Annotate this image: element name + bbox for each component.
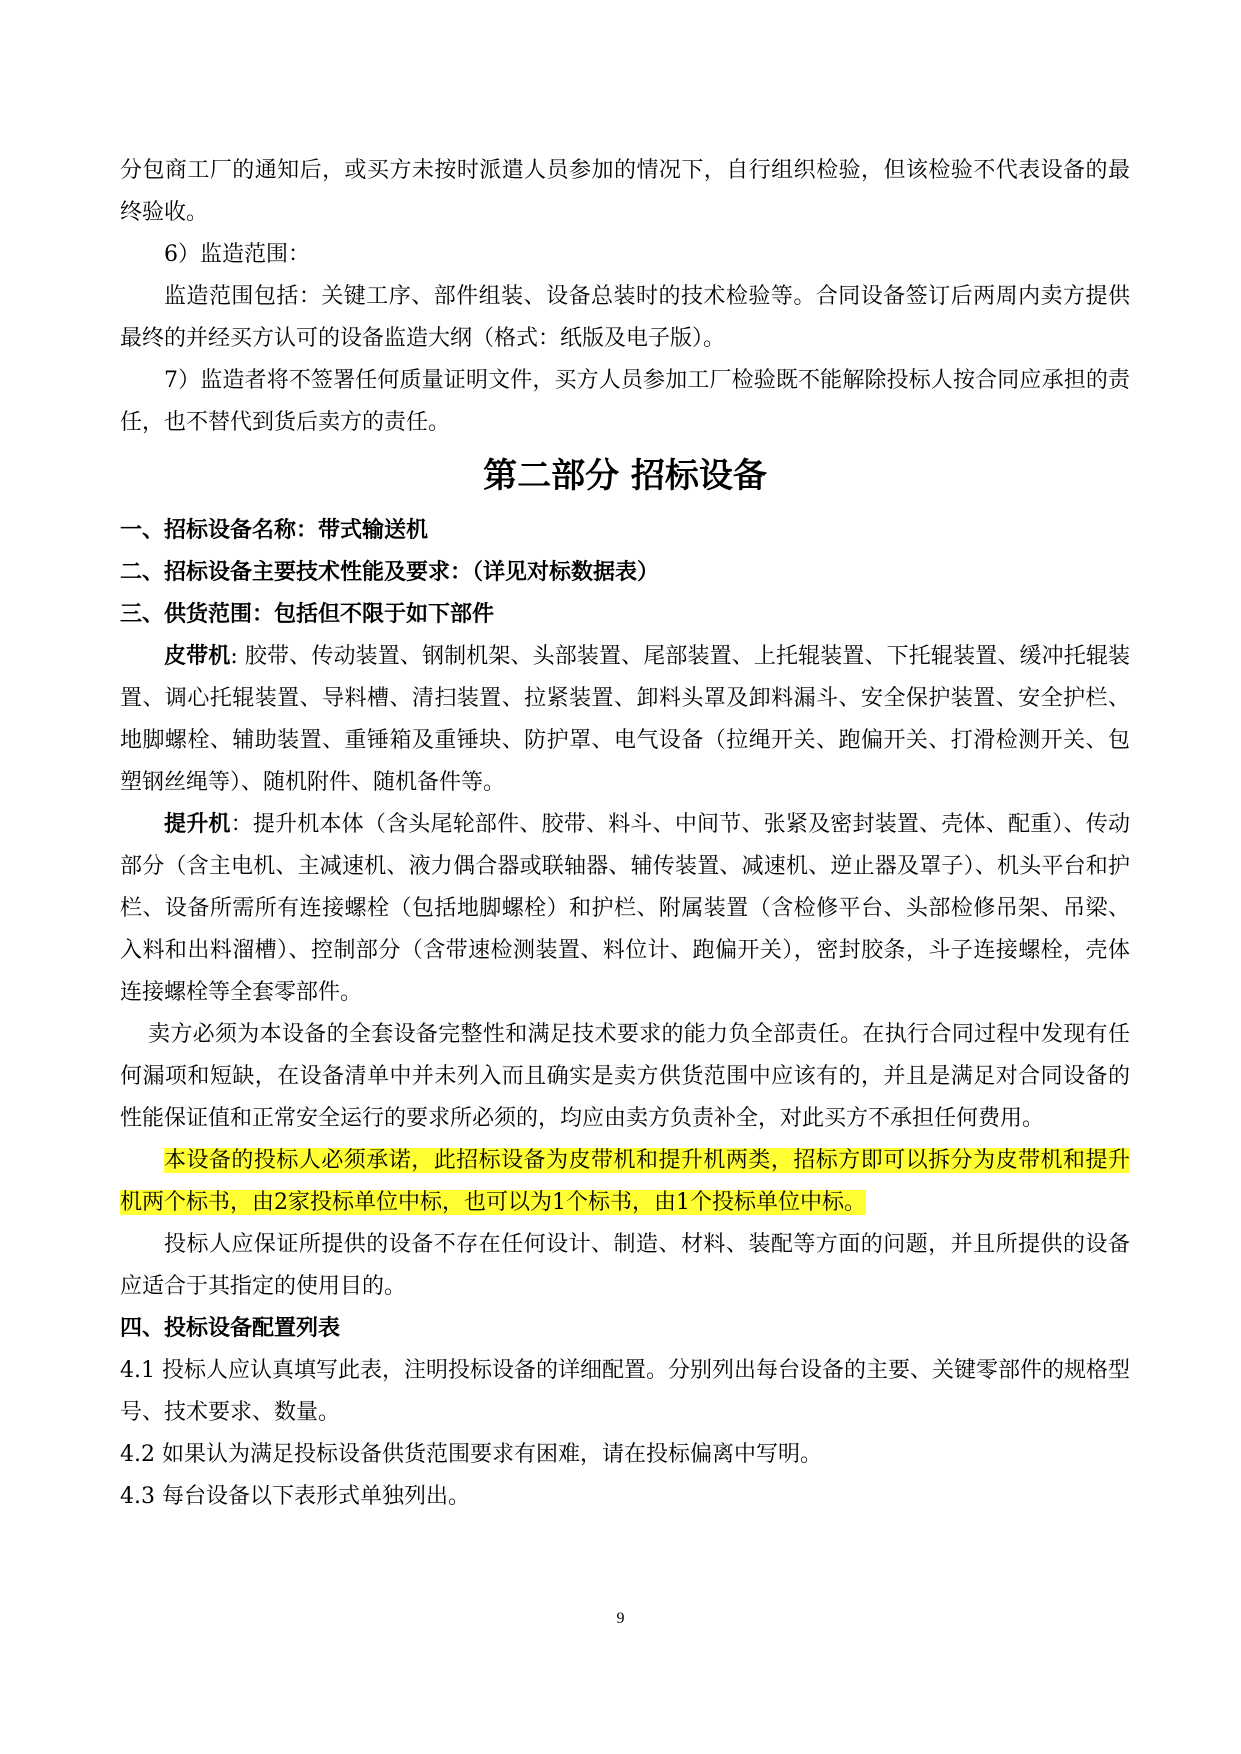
elevator-label: 提升机: [164, 812, 231, 837]
elevator-text: ：提升机本体（含头尾轮部件、胶带、料斗、中间节、张紧及密封装置、壳体、配重）、传动部分（含主电机、主减速机、液力偶合器或联轴器、辅传装置、减速机、逆止器及罩子）、机头平台和护栏、设备所需所有连接螺栓（包括地脚螺栓）和护栏、附属装置（含检修平台、头部检修吊架、吊梁、入料和出料溜槽）、控制部分（含带速检测装置、料位计、跑偏开关），密封胶条，斗子连接螺栓，壳体连接螺栓等全套零部件。: [120, 812, 1130, 1005]
section-title: 第二部分 招标设备: [483, 456, 767, 496]
list-item-4-3: 4.3 每台设备以下表形式单独列出。: [120, 1484, 470, 1509]
document-page: [120, 150, 1130, 1518]
paragraph-supervisor: 7）监造者将不签署任何质量证明文件，买方人员参加工厂检验既不能解除投标人按合同应承担的责任，也不替代到货后卖方的责任。: [120, 368, 1130, 435]
paragraph-responsibility: 卖方必须为本设备的全套设备完整性和满足技术要求的能力负全部责任。在执行合同过程中发现有任何漏项和短缺，在设备清单中并未列入而且确实是卖方供货范围中应该有的，并且是满足对合同设备的性能保证值和正常安全运行的要求所必须的，均应由卖方负责补全，对此买方不承担任何费用。: [120, 1022, 1130, 1131]
belt-label: 皮带机: [164, 644, 231, 669]
paragraph-commitment: [120, 1140, 1130, 1224]
paragraph-inspection: 分包商工厂的通知后，或买方未按时派遣人员参加的情况下，自行组织检验，但该检验不代表设备的最终验收。: [120, 158, 1130, 225]
heading-equipment-name: 一、招标设备名称：带式输送机: [120, 518, 429, 543]
heading-supply-scope: 三、供货范围：包括但不限于如下部件: [120, 602, 495, 627]
page-number: 9: [616, 1610, 625, 1627]
list-item-4-2: 4.2 如果认为满足投标设备供货范围要求有困难，请在投标偏离中写明。: [120, 1442, 822, 1467]
paragraph-scope-heading: 6）监造范围：: [164, 242, 310, 267]
list-item-4-1: 4.1 投标人应认真填写此表，注明投标设备的详细配置。分别列出每台设备的主要、关键零部件的规格型号、技术要求、数量。: [120, 1358, 1130, 1425]
paragraph-belt-conveyor: [120, 636, 1130, 804]
paragraph-guarantee: 投标人应保证所提供的设备不存在任何设计、制造、材料、装配等方面的问题，并且所提供的设备应适合于其指定的使用目的。: [120, 1232, 1130, 1299]
heading-configuration-list: 四、投标设备配置列表: [120, 1316, 341, 1341]
belt-text: : 胶带、传动装置、钢制机架、头部装置、尾部装置、上托辊装置、下托辊装置、缓冲托辊装置、调心托辊装置、导料槽、清扫装置、拉紧装置、卸料头罩及卸料漏斗、安全保护装置、安全护栏、地脚螺栓、辅助装置、重锤箱及重锤块、防护罩、电气设备（拉绳开关、跑偏开关、打滑检测开关、包塑钢丝绳等）、随机附件、随机备件等。: [120, 644, 1130, 795]
highlighted-text: 本设备的投标人必须承诺，此招标设备为皮带机和提升机两类，招标方即可以拆分为皮带机和提升机两个标书，由2家投标单位中标，也可以为1个标书，由1个投标单位中标。: [120, 1148, 1130, 1215]
heading-technical-requirements: 二、招标设备主要技术性能及要求：（详见对标数据表）: [120, 560, 660, 585]
paragraph-elevator: [120, 804, 1130, 1014]
paragraph-scope: 监造范围包括：关键工序、部件组装、设备总装时的技术检验等。合同设备签订后两周内卖方提供最终的并经买方认可的设备监造大纲（格式：纸版及电子版）。: [120, 284, 1130, 351]
